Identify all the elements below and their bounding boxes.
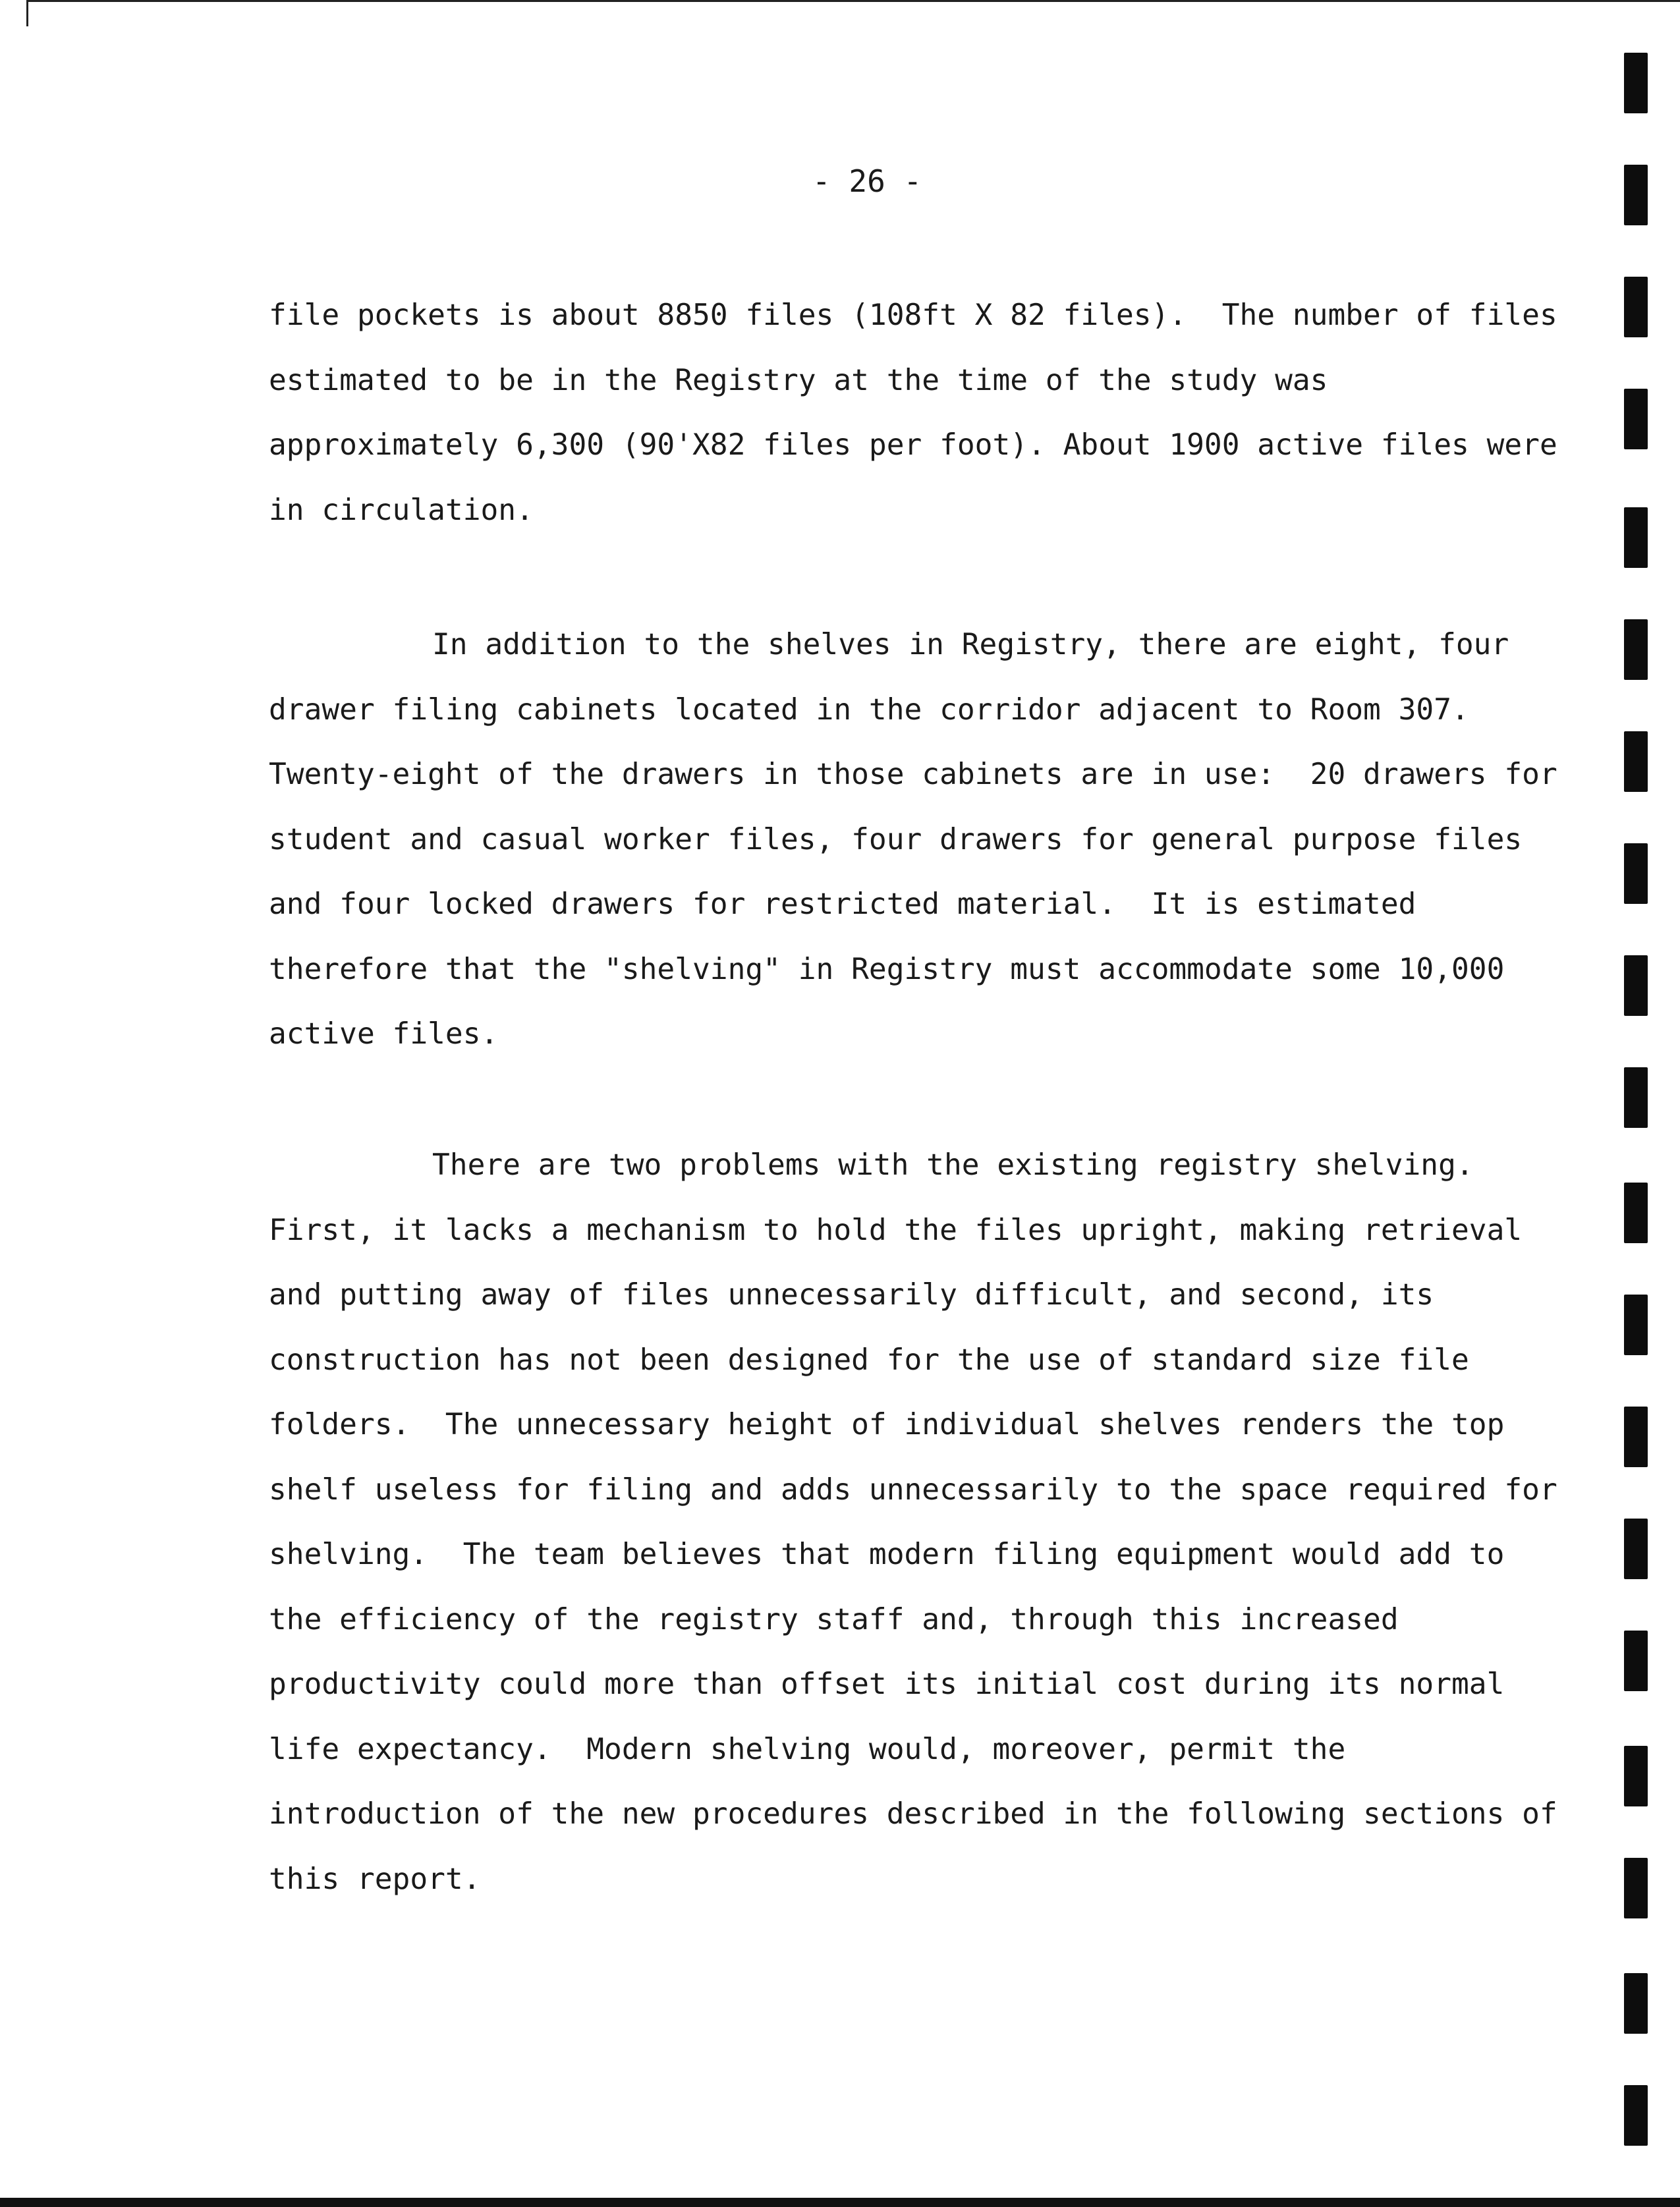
punch-mark (1624, 1407, 1648, 1467)
paragraph-1 (269, 283, 1557, 543)
paragraph-line: Twenty-eight of the drawers in those cabinets are in use: 20 drawers for (269, 758, 1557, 791)
paragraph-line: this report. (269, 1862, 481, 1896)
paragraph-line: the efficiency of the registry staff and, through this increased (269, 1602, 1399, 1636)
scan-left-border (26, 0, 28, 26)
paragraph-line: in circulation. (269, 493, 534, 527)
paragraph-line: First, it lacks a mechanism to hold the files upright, making retrieval (269, 1213, 1523, 1247)
paragraph-line: and four locked drawers for restricted material. It is estimated (269, 887, 1416, 921)
punch-mark (1624, 277, 1648, 337)
page-number: - 26 - (812, 163, 922, 199)
paragraph-line: There are two problems with the existing registry shelving. (432, 1148, 1474, 1182)
punch-mark (1624, 1631, 1648, 1691)
punch-mark (1624, 731, 1648, 792)
paragraph-line: file pockets is about 8850 files (108ft X 82 files). The number of files (269, 298, 1557, 332)
paragraph-line: estimated to be in the Registry at the time of the study was (269, 363, 1328, 397)
punch-mark (1624, 1973, 1648, 2034)
paragraph-line: therefore that the "shelving" in Registry must accommodate some 10,000 (269, 952, 1505, 986)
punch-mark (1624, 53, 1648, 113)
paragraph-line: and putting away of files unnecessarily difficult, and second, its (269, 1278, 1434, 1312)
punch-mark (1624, 389, 1648, 449)
paragraph-line: active files. (269, 1017, 499, 1051)
scan-top-border (26, 0, 1680, 2)
punch-mark (1624, 619, 1648, 680)
paragraph-line: In addition to the shelves in Registry, there are eight, four (432, 628, 1509, 661)
paragraph-line: shelf useless for filing and adds unnecessarily to the space required for (269, 1472, 1557, 1507)
punch-mark (1624, 1183, 1648, 1243)
punch-mark (1624, 2085, 1648, 2146)
paragraph-line: life expectancy. Modern shelving would, moreover, permit the (269, 1732, 1346, 1766)
paragraph-line: productivity could more than offset its initial cost during its normal (269, 1667, 1505, 1701)
paragraph-line: approximately 6,300 (90'X82 files per foot). About 1900 active files were (269, 428, 1557, 462)
paragraph-line: construction has not been designed for the use of standard size file (269, 1343, 1469, 1377)
punch-mark (1624, 1519, 1648, 1579)
punch-mark (1624, 1295, 1648, 1355)
paragraph-line: shelving. The team believes that modern filing equipment would add to (269, 1538, 1505, 1571)
punch-mark (1624, 165, 1648, 225)
paragraph-line: introduction of the new procedures described in the following sections of (269, 1797, 1557, 1831)
paragraph-2 (269, 613, 1557, 1067)
punch-mark (1624, 507, 1648, 568)
paragraph-line: student and casual worker files, four drawers for general purpose files (269, 822, 1523, 856)
scan-bottom-border (0, 2198, 1680, 2207)
punch-mark (1624, 955, 1648, 1016)
paragraph-3 (269, 1133, 1557, 1912)
punch-mark (1624, 1067, 1648, 1128)
punch-mark (1624, 1746, 1648, 1806)
punch-mark (1624, 843, 1648, 904)
punch-mark (1624, 1858, 1648, 1918)
binding-punch-marks (1624, 0, 1650, 2207)
paragraph-line: folders. The unnecessary height of individual shelves renders the top (269, 1408, 1505, 1441)
paragraph-line: drawer filing cabinets located in the corridor adjacent to Room 307. (269, 692, 1469, 727)
